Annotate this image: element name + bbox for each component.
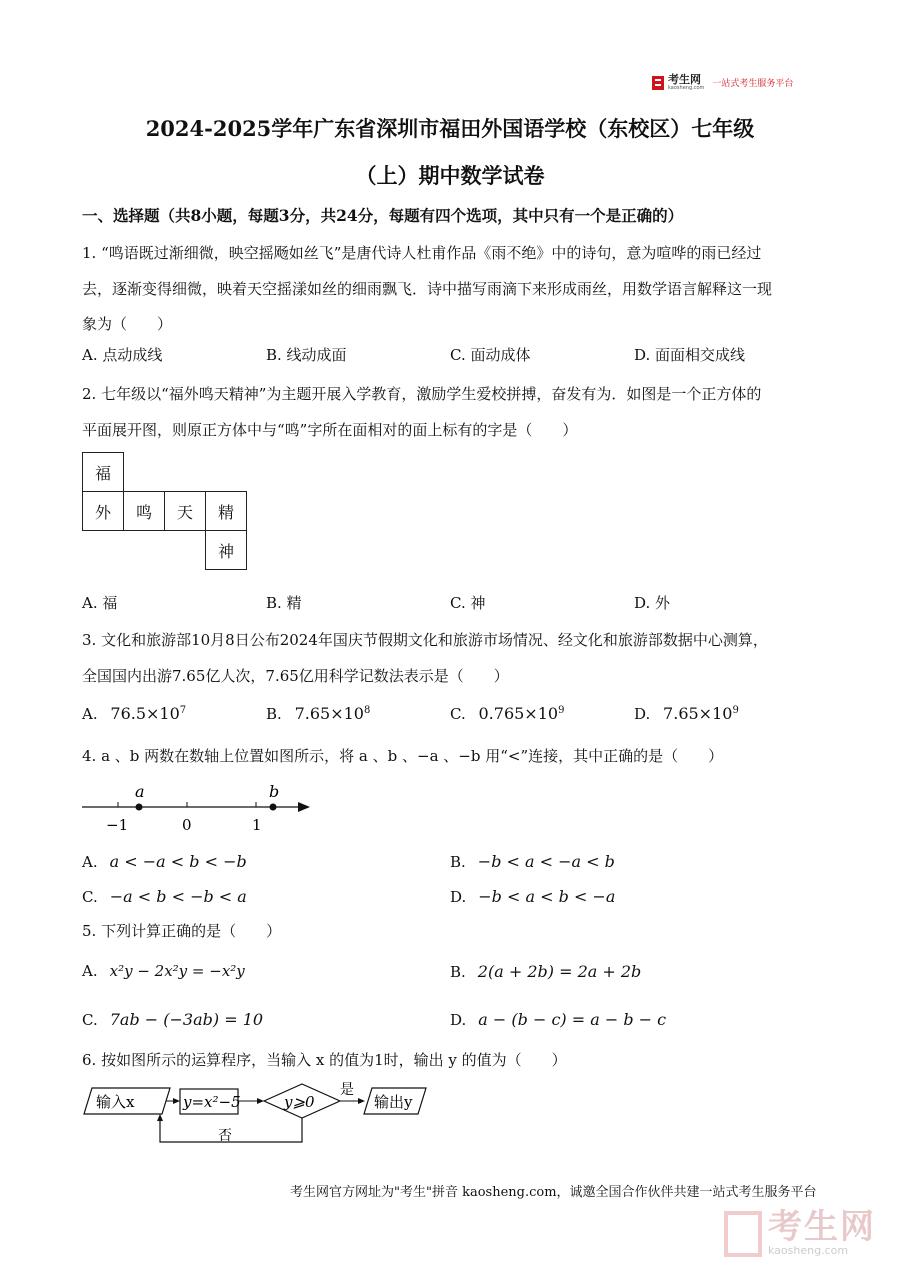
net-cell-wai: 外 [83, 492, 124, 531]
question-4-stem: 4. a 、b 两数在数轴上位置如图所示，将 a 、b 、−a 、−b 用“<”连接，其中正确的是（ ） [82, 747, 724, 765]
q1-line2: 去，逐渐变得细微，映着天空摇漾如丝的细雨飘飞．诗中描写雨滴下来形成雨丝，用数学语言解释这一现 [82, 279, 773, 298]
q2-line2: 平面展开图，则原正方体中与“鸣”字所在面相对的面上标有的字是（ ） [82, 420, 578, 439]
label-b: b [269, 782, 280, 801]
question-2 [82, 377, 822, 448]
number-line [80, 780, 320, 836]
net-cell-tian: 天 [165, 492, 206, 531]
flow-formula-label: y=x²−5 [183, 1093, 241, 1111]
q1-line3: 象为（ ） [82, 315, 173, 333]
flow-arrowhead-3-icon [358, 1098, 365, 1104]
question-1 [82, 236, 822, 343]
q2-option-d: D. 外 [634, 594, 671, 612]
q3-option-b: B. $7.65\times 10^8$ [266, 704, 371, 723]
label-0: 0 [182, 816, 192, 834]
q1-option-a: A. 点动成线 [82, 346, 163, 364]
q1-option-c: C. 面动成体 [450, 346, 531, 364]
question-3 [82, 623, 822, 694]
cube-net [82, 452, 247, 570]
watermark [724, 1207, 876, 1257]
flow-output-label: 输出y [374, 1093, 413, 1111]
flow-arrowhead-4-icon [157, 1114, 163, 1121]
flow-input-label: 输入x [96, 1093, 135, 1111]
watermark-name: 考生网 [768, 1207, 876, 1247]
q2-line1: 2. 七年级以“福外鸣天精神”为主题开展入学教育，激励学生爱校拼搏，奋发有为．如图是一个正方体的 [82, 385, 762, 403]
q3-option-a: A. $76.5\times 10^7$ [82, 704, 187, 723]
q4-option-b: B. −b < a < −a < b [450, 852, 615, 871]
label-a: a [135, 782, 145, 801]
logo-url: kaosheng.com [668, 85, 705, 91]
net-cell-fu: 福 [83, 453, 124, 492]
q4-option-a: A. a < −a < b < −b [82, 852, 247, 871]
axis-arrow-icon [298, 802, 310, 812]
flow-condition-label: y⩾0 [284, 1093, 315, 1111]
logo-mark-icon [652, 76, 664, 90]
q1-option-b: B. 线动成面 [266, 346, 347, 364]
q1-option-d: D. 面面相交成线 [634, 346, 746, 364]
flow-yes-label: 是 [340, 1082, 354, 1098]
section-heading: 一、选择题（共8小题，每题3分，共24分，每题有四个选项，其中只有一个是正确的） [82, 206, 684, 225]
net-cell-ming: 鸣 [124, 492, 165, 531]
label-1: 1 [252, 816, 262, 834]
q3-line2: 全国国内出游7.65亿人次，7.65亿用科学记数法表示是（ ） [82, 666, 509, 685]
q2-option-c: C. 神 [450, 594, 486, 612]
net-cell-shen: 神 [206, 531, 247, 570]
q2-option-a: A. 福 [82, 594, 118, 612]
logo-slogan: 一站式考生服务平台 [712, 79, 794, 89]
label-minus1: −1 [106, 816, 129, 834]
q2-option-b: B. 精 [266, 594, 302, 612]
flowchart [78, 1080, 428, 1150]
flow-no-label: 否 [218, 1128, 232, 1144]
q3-line1: 3. 文化和旅游部10月8日公布2024年国庆节假期文化和旅游市场情况、经文化和旅游部数据中心测算， [82, 631, 768, 649]
q4-option-c: C. −a < b < −b < a [82, 887, 247, 906]
q5-option-a: A. x²y − 2x²y = −x²y [82, 962, 245, 980]
watermark-logo-icon [724, 1211, 762, 1257]
question-6-stem: 6. 按如图所示的运算程序，当输入 x 的值为1时，输出 y 的值为（ ） [82, 1051, 567, 1069]
footer-note: 考生网官方网址为"考生"拼音 kaosheng.com，诚邀全国合作伙伴共建一站式考生服务平台 [290, 1185, 817, 1200]
point-a [136, 804, 143, 811]
q4-option-d: D. −b < a < b < −a [450, 887, 616, 906]
q5-option-d: D. a − (b − c) = a − b − c [450, 1010, 667, 1029]
question-5-stem: 5. 下列计算正确的是（ ） [82, 922, 282, 940]
header-logo [652, 74, 793, 91]
page-title-line2: （上）期中数学试卷 [355, 163, 545, 188]
logo-name: 考生网 [668, 73, 701, 86]
point-b [270, 804, 277, 811]
q3-option-d: D. $7.65\times 10^9$ [634, 704, 739, 723]
q5-option-b: B. 2(a + 2b) = 2a + 2b [450, 962, 642, 981]
flow-arrowhead-1-icon [173, 1098, 180, 1104]
q3-option-c: C. $0.765\times 10^9$ [450, 704, 565, 723]
page-title-line1: 2024-2025学年广东省深圳市福田外国语学校（东校区）七年级 [145, 116, 755, 141]
q5-option-c: C. 7ab − (−3ab) = 10 [82, 1010, 264, 1029]
watermark-url: kaosheng.com [768, 1244, 849, 1257]
q1-line1: 1. “鸣语既过渐细微，映空摇飏如丝飞”是唐代诗人杜甫作品《雨不绝》中的诗句，意为喧哗的雨已经过 [82, 244, 762, 262]
net-cell-jing: 精 [206, 492, 247, 531]
